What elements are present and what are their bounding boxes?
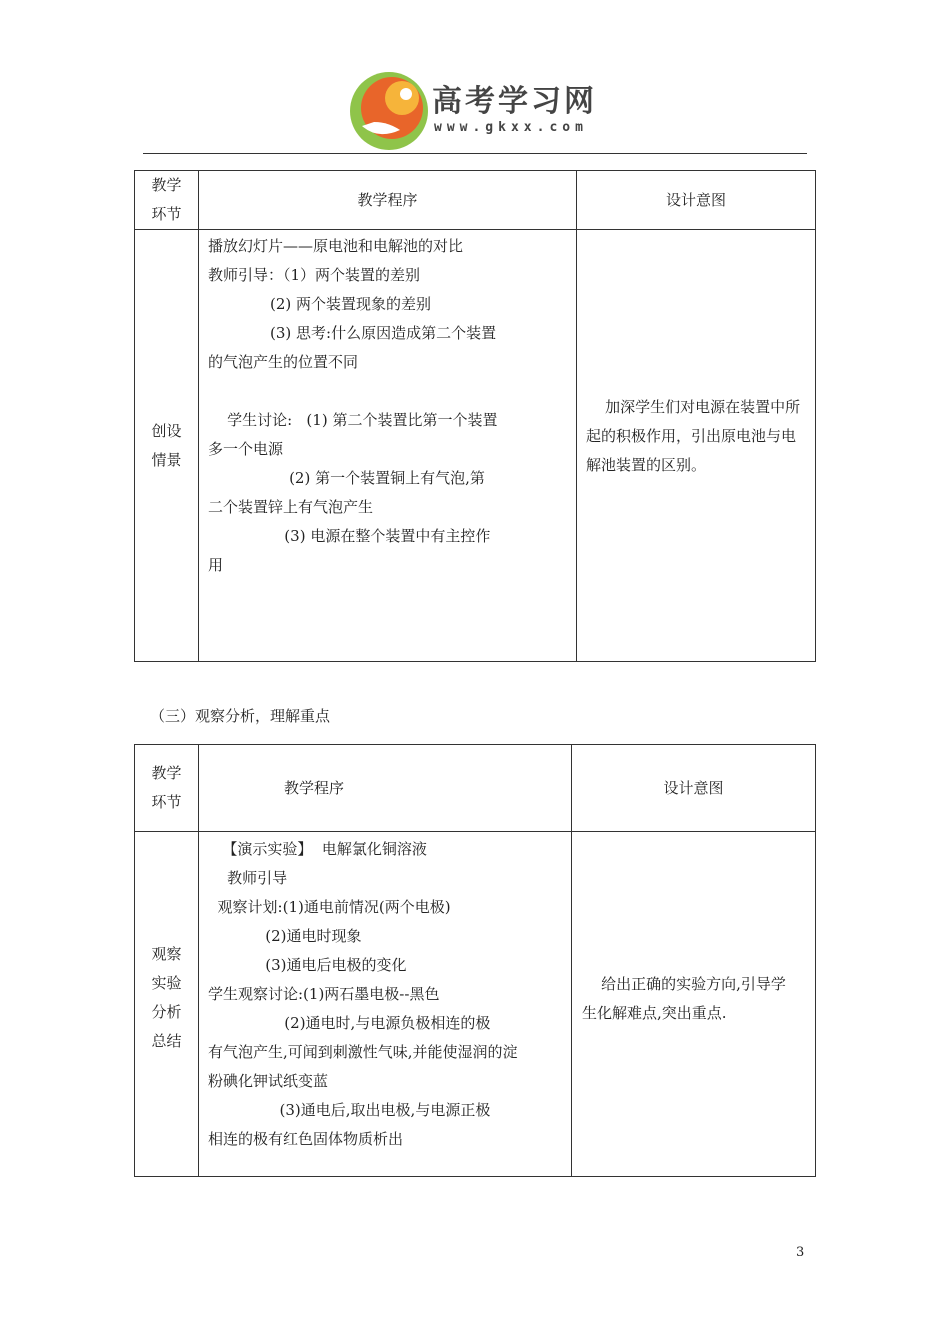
header-procedure: 教学程序 [199,745,572,832]
procedure-line: 多一个电源 [208,440,284,458]
table-header-row [135,171,816,230]
intent-cell [577,230,816,662]
header-rule [143,153,807,154]
procedure-line: 用 [208,556,224,574]
page-number: 3 [796,1245,805,1260]
header-intent: 设计意图 [572,745,816,832]
procedure-line: 相连的极有红色固体物质析出 [208,1130,404,1148]
table-row [135,230,816,662]
procedure-line: (2)通电时,与电源负极相连的极 [208,1014,491,1032]
procedure-line: 教师引导 [208,869,288,887]
procedure-line: 的气泡产生的位置不同 [208,353,359,371]
procedure-line: 教师引导：（1）两个装置的差别 [208,266,421,284]
procedure-line: 播放幻灯片——原电池和电解池的对比 [208,237,464,255]
procedure-cell [199,832,572,1177]
procedure-cell [199,230,577,662]
header-stage: 教学 环节 [135,745,199,832]
table-row [135,832,816,1177]
procedure-line: (2) 两个装置现象的差别 [208,295,432,313]
procedure-line [208,377,568,406]
header-intent: 设计意图 [577,171,816,230]
stage-cell: 观察 实验 分析 总结 [135,832,199,1177]
procedure-line: 观察计划:(1)通电前情况(两个电极) [208,898,451,916]
procedure-line: 学生观察讨论:(1)两石墨电极--黑色 [208,985,440,1003]
logo-title: 高考学习网 [432,84,597,119]
table-observation [134,744,816,1177]
intent-text: 给出正确的实验方向,引导学生化解难点,突出重点. [582,975,786,1022]
procedure-line: (3) 思考:什么原因造成第二个装置 [208,324,497,342]
procedure-line: 有气泡产生,可闻到刺激性气味,并能使湿润的淀 [208,1043,518,1061]
header-stage: 教学 环节 [135,171,199,230]
logo-mark-icon [348,70,430,152]
procedure-line: (2)通电时现象 [208,927,362,945]
intent-text: 加深学生们对电源在装置中所起的积极作用，引出原电池与电解池装置的区别。 [586,398,801,474]
procedure-line: 【演示实验】 电解氯化铜溶液 [208,840,427,858]
table-header-row [135,745,816,832]
procedure-line: (3) 电源在整个装置中有主控作 [208,527,491,545]
intent-cell [572,832,816,1177]
section-title: （三）观察分析，理解重点 [150,707,331,725]
procedure-line: (2) 第一个装置铜上有气泡,第 [208,469,485,487]
procedure-line: 学生讨论: (1) 第二个装置比第一个装置 [208,411,498,429]
logo [348,68,618,154]
stage-cell: 创设 情景 [135,230,199,662]
procedure-line: (3)通电后,取出电极,与电源正极 [208,1101,491,1119]
header-procedure: 教学程序 [199,171,577,230]
table-intro [134,170,816,662]
procedure-line: 粉碘化钾试纸变蓝 [208,1072,329,1090]
procedure-line: (3)通电后电极的变化 [208,956,407,974]
logo-url: www.gkxx.com [434,120,588,135]
procedure-line: 二个装置锌上有气泡产生 [208,498,374,516]
